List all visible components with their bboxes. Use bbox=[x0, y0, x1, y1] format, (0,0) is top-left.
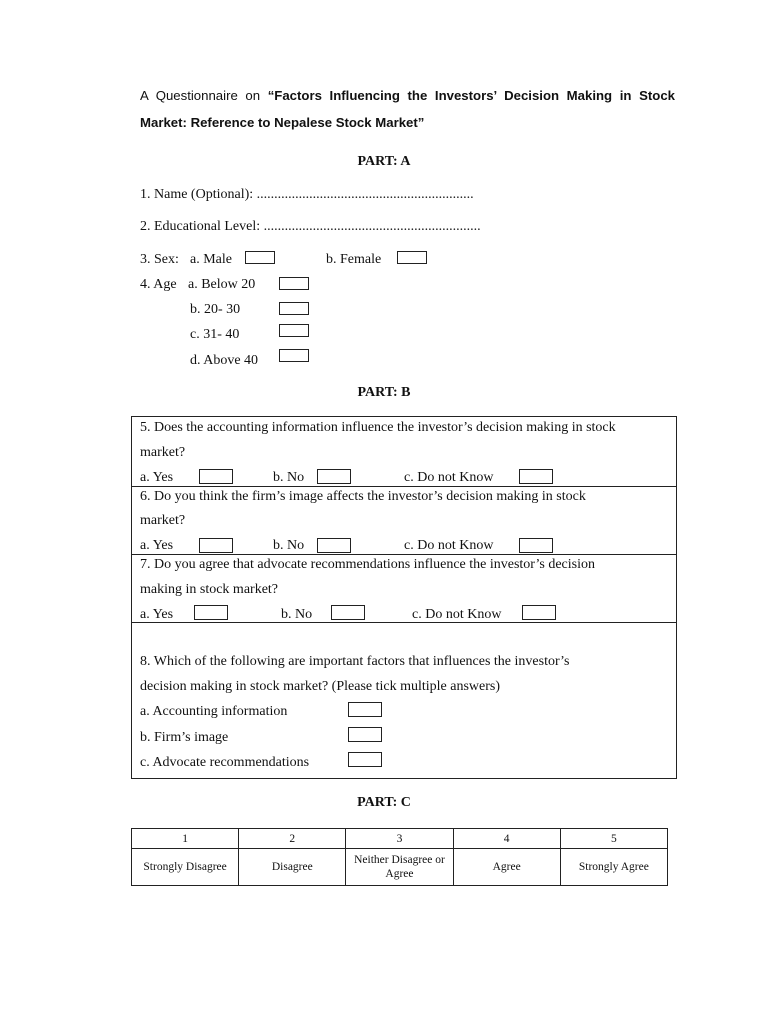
age-option-20-30: b. 20- 30 bbox=[190, 302, 241, 317]
part-a-heading: PART: A bbox=[357, 154, 411, 169]
questionnaire-title-line-2: Market: Reference to Nepalese Stock Market” bbox=[140, 115, 425, 130]
age-option-above-40: d. Above 40 bbox=[190, 353, 259, 368]
q8-text-line-1: 8. Which of the following are important factors that influences the investor’s bbox=[140, 654, 570, 669]
age-below-20-checkbox[interactable] bbox=[279, 277, 309, 290]
q7-no-checkbox[interactable] bbox=[331, 605, 365, 620]
part-c-heading: PART: C bbox=[357, 795, 411, 810]
q8-firms-image-checkbox[interactable] bbox=[348, 727, 382, 742]
q6-text-line-1: 6. Do you think the firm’s image affects the investor’s decision making in stock bbox=[140, 489, 586, 504]
q5-yes-checkbox[interactable] bbox=[199, 469, 233, 484]
divider-q7-q8 bbox=[131, 622, 677, 623]
q5-text-line-1: 5. Does the accounting information influence the investor’s decision making in stock bbox=[140, 420, 616, 435]
scale-label-strongly-agree: Strongly Agree bbox=[560, 849, 667, 886]
scale-label-disagree: Disagree bbox=[239, 849, 346, 886]
q7-option-no: b. No bbox=[281, 607, 313, 622]
q8-option-firms-image: b. Firm’s image bbox=[140, 730, 229, 745]
age-20-30-checkbox[interactable] bbox=[279, 302, 309, 315]
questionnaire-title-line-1 bbox=[140, 88, 675, 104]
q6-option-no: b. No bbox=[273, 538, 305, 553]
q8-advocate-recommendations-checkbox[interactable] bbox=[348, 752, 382, 767]
q7-option-do-not-know: c. Do not Know bbox=[412, 607, 502, 622]
q7-text-line-2: making in stock market? bbox=[140, 582, 279, 597]
sex-female-label: b. Female bbox=[326, 252, 382, 267]
title-bold-part-1: “Factors Influencing the Investors’ Decision Making in Stock bbox=[267, 88, 675, 103]
q7-option-yes: a. Yes bbox=[140, 607, 174, 622]
age-option-below-20: a. Below 20 bbox=[188, 277, 256, 292]
q6-yes-checkbox[interactable] bbox=[199, 538, 233, 553]
q6-do-not-know-checkbox[interactable] bbox=[519, 538, 553, 553]
scale-number-3: 3 bbox=[346, 829, 453, 849]
name-field-label: 1. Name (Optional): .............................................................. bbox=[140, 187, 474, 202]
q8-accounting-information-checkbox[interactable] bbox=[348, 702, 382, 717]
q5-do-not-know-checkbox[interactable] bbox=[519, 469, 553, 484]
scale-number-4: 4 bbox=[453, 829, 560, 849]
scale-number-2: 2 bbox=[239, 829, 346, 849]
part-b-heading: PART: B bbox=[357, 385, 411, 400]
sex-male-checkbox[interactable] bbox=[245, 251, 275, 264]
q5-no-checkbox[interactable] bbox=[317, 469, 351, 484]
q6-option-do-not-know: c. Do not Know bbox=[404, 538, 494, 553]
scale-number-5: 5 bbox=[560, 829, 667, 849]
sex-label: 3. Sex: bbox=[140, 252, 179, 267]
q7-do-not-know-checkbox[interactable] bbox=[522, 605, 556, 620]
scale-label-agree: Agree bbox=[453, 849, 560, 886]
q5-text-line-2: market? bbox=[140, 445, 186, 460]
scale-number-1: 1 bbox=[132, 829, 239, 849]
title-prefix: A Questionnaire on bbox=[140, 88, 268, 103]
likert-scale-table bbox=[131, 828, 668, 886]
education-field-label: 2. Educational Level: .............................................................. bbox=[140, 219, 481, 234]
scale-label-row bbox=[132, 849, 668, 886]
q6-no-checkbox[interactable] bbox=[317, 538, 351, 553]
q5-option-no: b. No bbox=[273, 470, 305, 485]
q7-yes-checkbox[interactable] bbox=[194, 605, 228, 620]
scale-label-strongly-disagree: Strongly Disagree bbox=[132, 849, 239, 886]
age-above-40-checkbox[interactable] bbox=[279, 349, 309, 362]
age-31-40-checkbox[interactable] bbox=[279, 324, 309, 337]
sex-female-checkbox[interactable] bbox=[397, 251, 427, 264]
q8-text-line-2: decision making in stock market? (Please tick multiple answers) bbox=[140, 679, 501, 694]
sex-male-label: a. Male bbox=[190, 252, 232, 267]
q6-option-yes: a. Yes bbox=[140, 538, 174, 553]
q5-option-do-not-know: c. Do not Know bbox=[404, 470, 494, 485]
q8-option-advocate-recommendations: c. Advocate recommendations bbox=[140, 755, 310, 770]
q8-option-accounting-information: a. Accounting information bbox=[140, 704, 288, 719]
scale-number-row bbox=[132, 829, 668, 849]
age-option-31-40: c. 31- 40 bbox=[190, 327, 240, 342]
q6-text-line-2: market? bbox=[140, 513, 186, 528]
q5-option-yes: a. Yes bbox=[140, 470, 174, 485]
age-label: 4. Age bbox=[140, 277, 177, 292]
scale-label-neither: Neither Disagree or Agree bbox=[346, 849, 453, 886]
q7-text-line-1: 7. Do you agree that advocate recommendations influence the investor’s decision bbox=[140, 557, 595, 572]
